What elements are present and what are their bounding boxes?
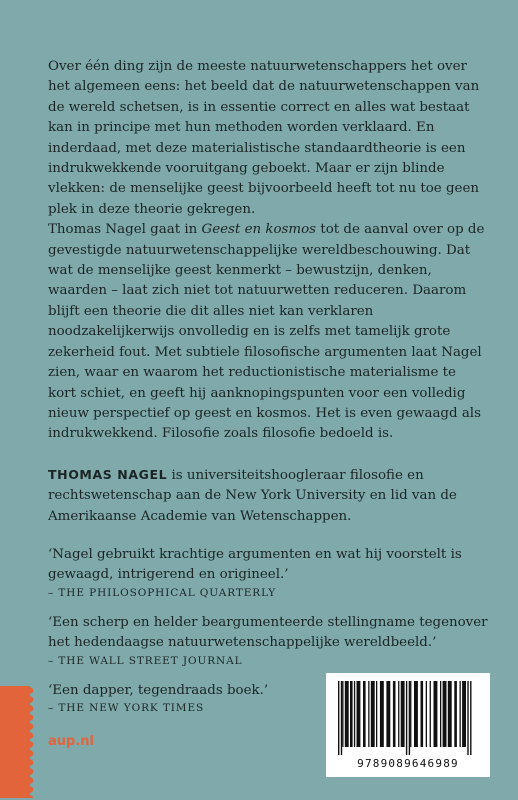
barcode-bar bbox=[414, 681, 418, 747]
barcode-bar bbox=[410, 681, 411, 747]
quote-text: ‘Een scherp en helder beargumenteerde stellingname tegenover het hedendaagse natuurwetenschappelijke wereldbeeld.’ bbox=[48, 614, 488, 651]
barcode-bar bbox=[409, 681, 410, 755]
barcode-bar bbox=[460, 681, 461, 747]
barcode-bar bbox=[371, 681, 375, 747]
barcode-bar bbox=[448, 681, 452, 747]
quote-text: ‘Een dapper, tegendraads boek.’ bbox=[48, 682, 269, 698]
author-bio-text: is universiteitshoogleraar filosofie en rechtswetenschap aan de New York University en lid van de Amerikaanse Academie van Wetenschappen. bbox=[48, 467, 457, 524]
barcode-bar bbox=[462, 681, 466, 747]
author-name: THOMAS NAGEL bbox=[48, 466, 168, 482]
barcode-number: 9789089646989 bbox=[357, 757, 459, 770]
book-title: Geest en kosmos bbox=[201, 222, 317, 238]
barcode-bar bbox=[398, 681, 399, 747]
text-block bbox=[48, 57, 488, 728]
barcode-bar bbox=[354, 681, 355, 747]
barcode bbox=[326, 673, 490, 777]
barcode-bar bbox=[470, 681, 471, 755]
review-quote bbox=[48, 613, 488, 667]
quote-source: – THE NEW YORK TIMES bbox=[48, 701, 205, 714]
blurb-paragraph-1: Over één ding zijn de meeste natuurwetenschappers het over het algemeen eens: het beeld dat de natuurwetenschappen van de wereld schetsen, is in essentie correct en alles wat bestaat kan in principe met hun methoden worden verklaard. En inderdaad, met deze materialistische standaardtheorie is een indrukwekkende vooruitgang geboekt. Maar er zijn blinde vlekken: de menselijke geest bijvoorbeeld heeft tot nu toe geen plek in deze theorie gekregen. bbox=[48, 59, 480, 217]
barcode-bar bbox=[350, 681, 353, 747]
blurb-p2-rest: tot de aanval over op de gevestigde natuurwetenschappelijke wereldbeschouwing. Dat wat de menselijke geest kenmerkt – bewustzijn, denken, waarden – laat zich niet tot natuurwetten reduceren. Daarom blijft een theorie die dit alles niet kan verklaren noodzakelijkerwijs onvolledig en is zelfs met tamelijk grote zekerheid fout. Met subtiele filosofische argumenten laat Nagel zien, waar en waarom het reductionistische materialisme te kort schiet, en geeft hij aanknopingspunten voor een volledig nieuw perspectief op geest en kosmos. Het is even gewaagd als indrukwekkend. Filosofie zoals filosofie bedoeld is. bbox=[48, 222, 485, 442]
barcode-bars bbox=[336, 681, 480, 755]
barcode-bar bbox=[345, 681, 349, 747]
barcode-bar bbox=[393, 681, 396, 747]
quote-text: ‘Nagel gebruikt krachtige argumenten en wat hij voorstelt is gewaagd, intrigerend en origineel.’ bbox=[48, 546, 462, 583]
barcode-bar bbox=[376, 681, 377, 747]
review-quote bbox=[48, 545, 488, 599]
barcode-bar bbox=[363, 681, 366, 747]
barcode-bar bbox=[426, 681, 427, 747]
barcode-bar bbox=[454, 681, 457, 747]
barcode-bar bbox=[434, 681, 438, 747]
barcode-bar bbox=[440, 681, 441, 747]
author-bio bbox=[48, 465, 488, 527]
barcode-bar bbox=[401, 681, 405, 747]
publisher-accent-strip bbox=[0, 686, 30, 798]
publisher-url: aup.nl bbox=[48, 734, 94, 749]
blurb-paragraph-2 bbox=[48, 220, 488, 444]
barcode-bar bbox=[406, 681, 407, 755]
barcode-bar bbox=[443, 681, 447, 747]
barcode-bar bbox=[386, 681, 390, 747]
barcode-bar bbox=[430, 681, 431, 747]
barcode-bar bbox=[338, 681, 339, 755]
barcode-bar bbox=[421, 681, 424, 747]
quote-source: – THE WALL STREET JOURNAL bbox=[48, 654, 243, 667]
barcode-bar bbox=[357, 681, 361, 747]
barcode-bar bbox=[467, 681, 468, 755]
barcode-bar bbox=[341, 681, 342, 755]
quote-source: – THE PHILOSOPHICAL QUARTERLY bbox=[48, 586, 277, 599]
barcode-bar bbox=[368, 681, 369, 747]
blurb-p2-start: Thomas Nagel gaat in bbox=[48, 222, 202, 238]
barcode-bar bbox=[342, 681, 343, 747]
barcode-bar bbox=[380, 681, 384, 747]
